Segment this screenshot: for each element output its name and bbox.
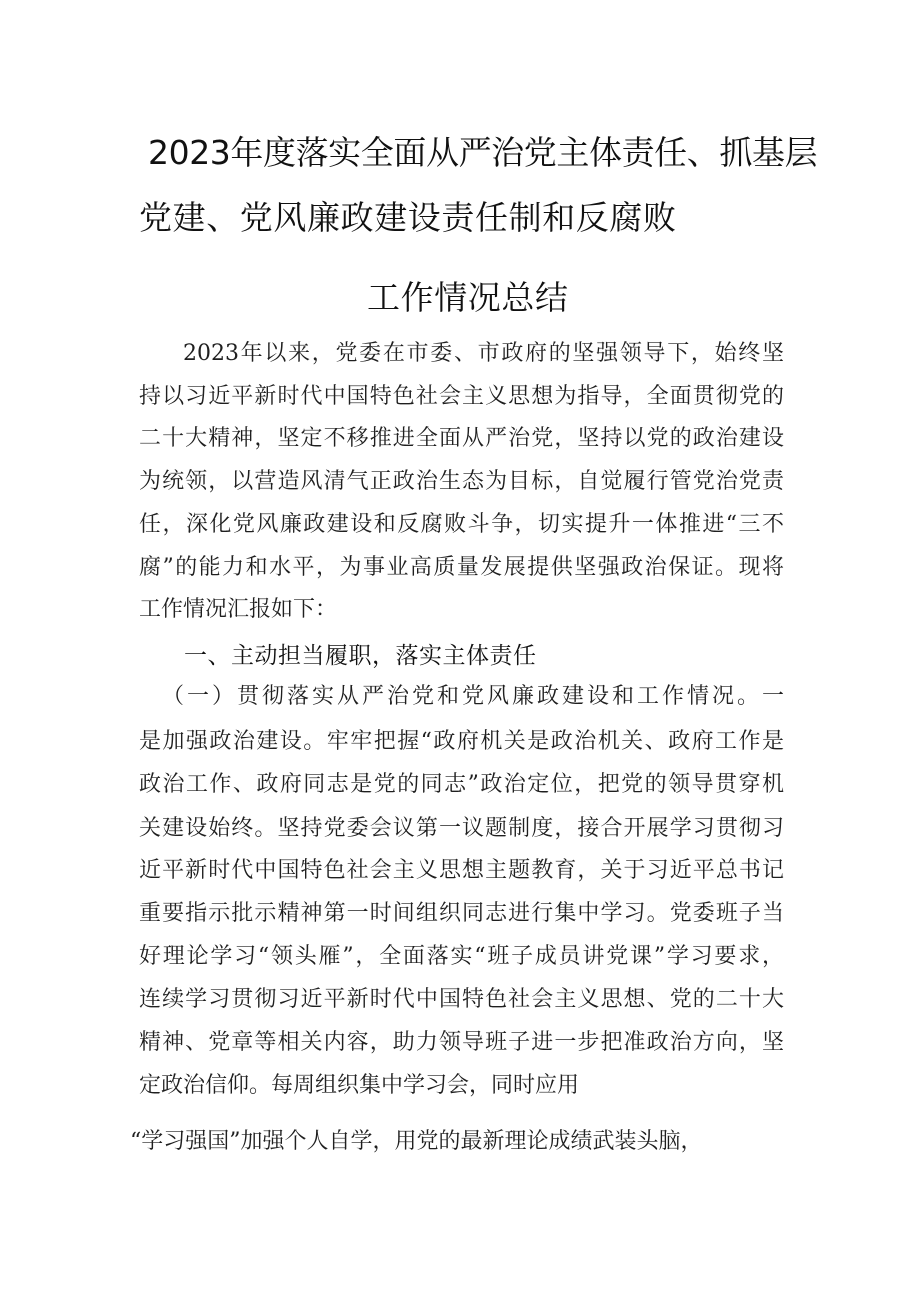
section-paragraph-line: 政治工作、政府同志是党的同志”政治定位，把党的领导贯穿机 bbox=[139, 772, 784, 797]
section-paragraph-line: （一）贯彻落实从严治党和党风廉政建设和工作情况。一 bbox=[162, 684, 784, 709]
intro-paragraph-line: 为统领，以营造风清气正政治生态为目标，自觉履行管党治党责 bbox=[139, 469, 784, 494]
intro-paragraph-line: 持以习近平新时代中国特色社会主义思想为指导，全面贯彻党的 bbox=[139, 384, 784, 409]
section-paragraph-line: 重要指示批示精神第一时间组织同志进行集中学习。党委班子当 bbox=[139, 901, 784, 926]
document-title-line-3: 工作情况总结 bbox=[367, 278, 569, 317]
document-title-line-1: 2023年度落实全面从严治党主体责任、抓基层 bbox=[148, 133, 818, 172]
section-heading: 一、主动担当履职，落实主体责任 bbox=[184, 643, 537, 669]
section-paragraph-line: 定政治信仰。每周组织集中学习会，同时应用 bbox=[139, 1073, 580, 1098]
continuation-paragraph-line: “学习强国”加强个人自学，用党的最新理论成绩武装头脑， bbox=[130, 1129, 703, 1154]
intro-paragraph-line: 二十大精神，坚定不移推进全面从严治党，坚持以党的政治建设 bbox=[139, 426, 784, 451]
section-paragraph-line: 好理论学习“领头雁”，全面落实“班子成员讲党课”学习要求， bbox=[139, 944, 784, 969]
intro-paragraph-line: 工作情况汇报如下： bbox=[139, 597, 338, 622]
section-paragraph-line: 精神、党章等相关内容，助力领导班子进一步把准政治方向，坚 bbox=[139, 1030, 784, 1055]
intro-paragraph-line: 腐”的能力和水平，为事业高质量发展提供坚强政治保证。现将 bbox=[139, 555, 784, 580]
section-paragraph-line: 近平新时代中国特色社会主义思想主题教育，关于习近平总书记 bbox=[139, 858, 784, 883]
document-title-line-2: 党建、党风廉政建设责任制和反腐败 bbox=[139, 198, 677, 237]
section-paragraph-line: 关建设始终。坚持党委会议第一议题制度，接合开展学习贯彻习 bbox=[139, 816, 784, 841]
section-paragraph-line: 连续学习贯彻习近平新时代中国特色社会主义思想、党的二十大 bbox=[139, 987, 784, 1012]
intro-paragraph-line: 2023年以来，党委在市委、市政府的坚强领导下，始终坚 bbox=[183, 341, 784, 366]
intro-paragraph-line: 任，深化党风廉政建设和反腐败斗争，切实提升一体推进“三不 bbox=[139, 512, 784, 537]
section-paragraph-line: 是加强政治建设。牢牢把握“政府机关是政治机关、政府工作是 bbox=[139, 729, 784, 754]
